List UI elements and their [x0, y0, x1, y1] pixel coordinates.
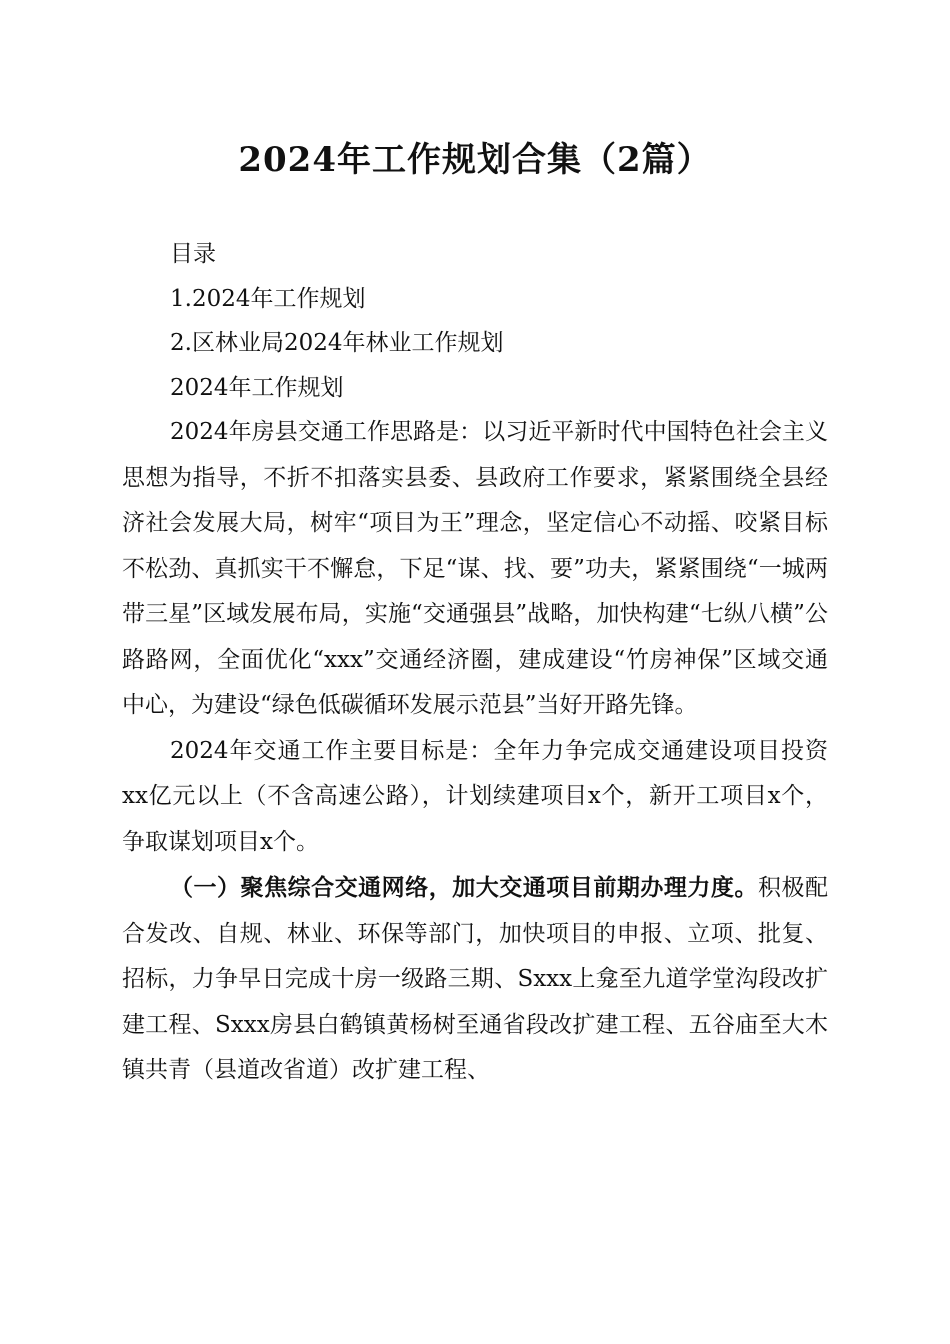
toc-item: 1.2024年工作规划	[170, 285, 366, 312]
paragraph-guiding-idea: 2024年房县交通工作思路是：以习近平新时代中国特色社会主义思想为指导，不折不扣落实县委、县政府工作要求，紧紧围绕全县经济社会发展大局，树牢“项目为王”理念，坚定信心不动摇、咬紧目标不松劲、真抓实干不懈怠，下足“谋、找、要”功夫，紧紧围绕“一城两带三星”区域发展布局，实施“交通强县”战略，加快构建“七纵八横”公路路网，全面优化“xxx”交通经济圈，建成建设“竹房神保”区域交通中心，为建设“绿色低碳循环发展示范县”当好开路先锋。	[122, 419, 828, 718]
toc-heading: 目录	[170, 241, 216, 267]
document-body	[122, 232, 828, 1094]
section-title: 2024年工作规划	[170, 374, 344, 401]
toc-item: 2.区林业局2024年林业工作规划	[170, 330, 504, 356]
section-one-text: 积极配合发改、自规、林业、环保等部门，加快项目的申报、立项、批复、招标，力争早日完成十房一级路三期、Sxxx上龛至九道学堂沟段改扩建工程、Sxxx房县白鹤镇黄杨树至通省段改扩建工程、五谷庙至大木镇共青（县道改省道）改扩建工程、	[122, 875, 829, 1083]
document-title: 2024年工作规划合集（2篇）	[238, 140, 712, 180]
section-one-heading: （一）聚焦综合交通网络，加大交通项目前期办理力度。	[170, 874, 758, 901]
paragraph-main-goals: 2024年交通工作主要目标是：全年力争完成交通建设项目投资xx亿元以上（不含高速公路），计划续建项目x个，新开工项目x个，争取谋划项目x个。	[122, 737, 828, 855]
paragraph-section-one	[122, 865, 828, 1094]
